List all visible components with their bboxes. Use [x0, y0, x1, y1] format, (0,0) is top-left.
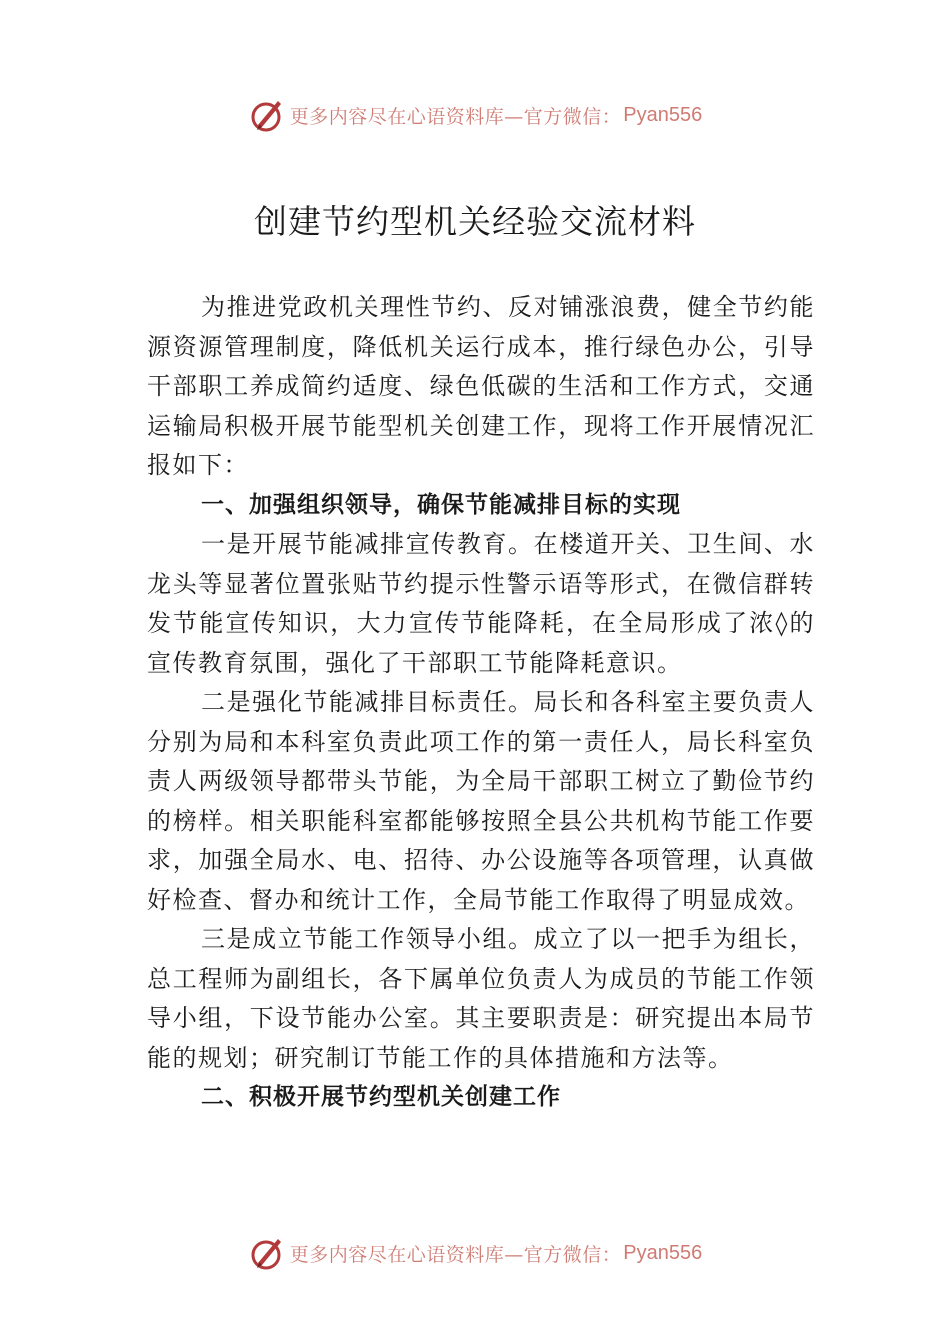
quill-logo-icon [248, 1233, 288, 1273]
watermark-handle: Pyan556 [623, 103, 703, 126]
intro-paragraph: 为推进党政机关理性节约、反对铺涨浪费，健全节约能源资源管理制度，降低机关运行成本，推行绿色办公，引导干部职工养成简约适度、绿色低碳的生活和工作方式，交通运输局积极开展节能型机关创建工作，现将工作开展情况汇报如下： [147, 293, 815, 479]
watermark-banner-bottom [0, 1231, 950, 1275]
watermark-handle: Pyan556 [623, 1241, 703, 1264]
section-heading-1: 一、加强组织领导，确保节能减排目标的实现 [201, 491, 681, 518]
body-paragraph-1: 一是开展节能减排宣传教育。在楼道开关、卫生间、水龙头等显著位置张贴节约提示性警示语等形式，在微信群转发节能宣传知识，大力宣传节能降耗，在全局形成了浓◊的宣传教育氛围，强化了干部职工节能降耗意识。 [147, 530, 815, 677]
document-title: 创建节约型机关经验交流材料 [254, 202, 696, 241]
watermark-text: 更多内容尽在心语资料库—官方微信： [289, 105, 622, 128]
body-paragraph-2: 二是强化节能减排目标责任。局长和各科室主要负责人分别为局和本科室负责此项工作的第一责任人，局长科室负责人两级领导都带头节能，为全局干部职工树立了勤俭节约的榜样。相关职能科室都能够按照全县公共机构节能工作要求，加强全局水、电、招待、办公设施等各项管理，认真做好检查、督办和统计工作，全局节能工作取得了明显成效。 [147, 688, 815, 914]
body-paragraph-3: 三是成立节能工作领导小组。成立了以一把手为组长，总工程师为副组长，各下属单位负责人为成员的节能工作领导小组，下设节能办公室。其主要职责是：研究提出本局节能的规划；研究制订节能工作的具体措施和方法等。 [147, 925, 815, 1072]
section-heading-2: 二、积极开展节约型机关创建工作 [201, 1084, 561, 1110]
watermark-text: 更多内容尽在心语资料库—官方微信： [289, 1243, 622, 1266]
document-body [147, 288, 815, 1118]
watermark-banner-top [0, 93, 950, 137]
quill-logo-icon [248, 95, 288, 135]
